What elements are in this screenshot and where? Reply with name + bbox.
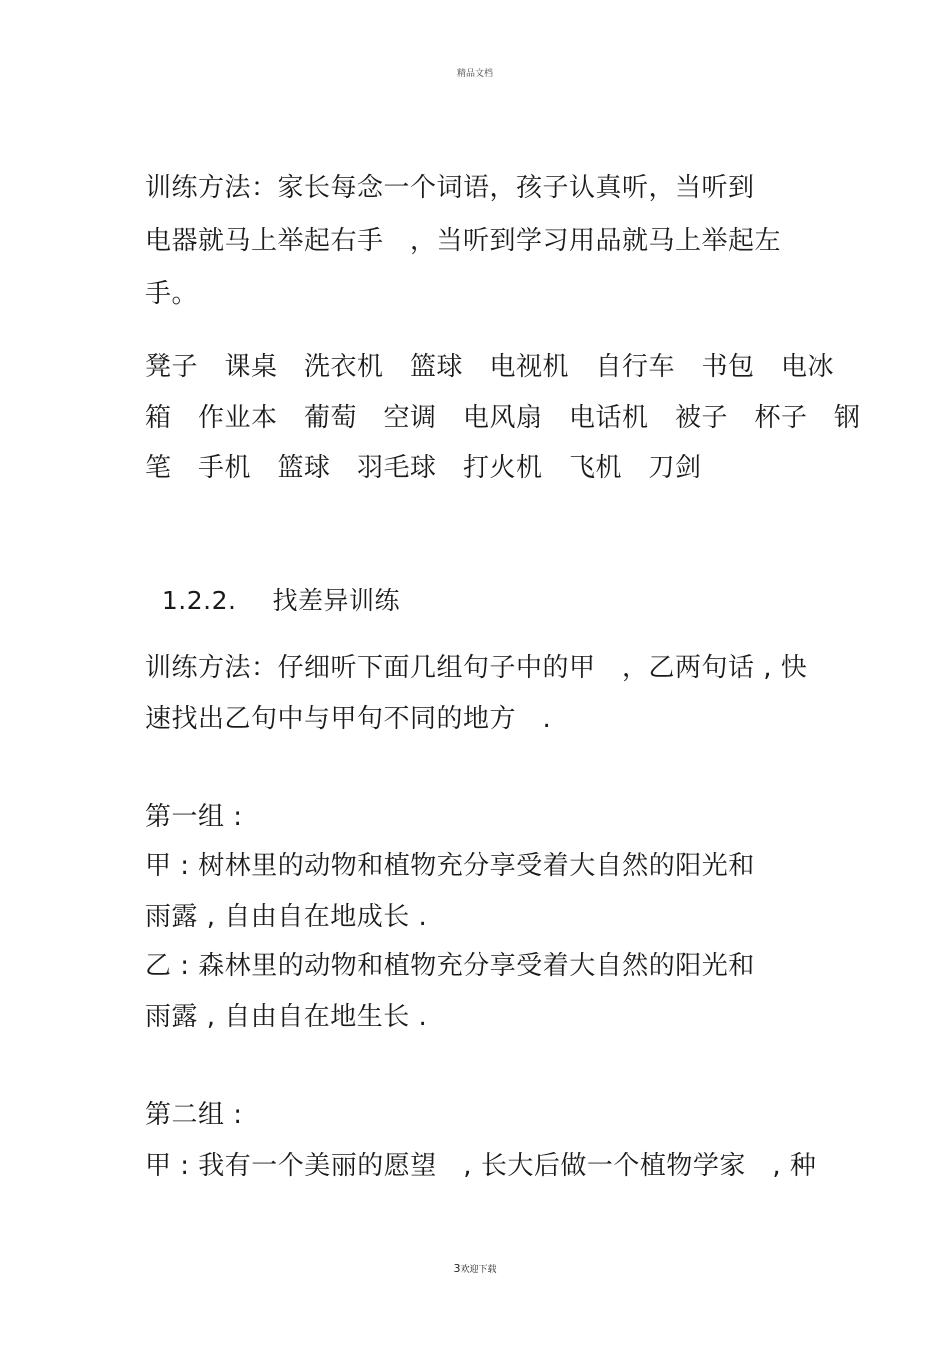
- method2-line-2: 速找出乙句中与甲句不同的地方 .: [145, 704, 552, 734]
- page-header: 精品文档: [456, 69, 493, 79]
- group1-line-2: 雨露 , 自由自在地成长 .: [145, 902, 428, 932]
- method-line-1: 训练方法：家长每念一个词语，孩子认真听，当听到: [145, 173, 755, 203]
- method-line-2: 电器就马上举起右手 ，当听到学习用品就马上举起左: [145, 226, 782, 256]
- word-list-line-3: 笔 手机 篮球 羽毛球 打火机 飞机 刀剑: [145, 453, 702, 483]
- word-list-line-2: 箱 作业本 葡萄 空调 电风扇 电话机 被子 杯子 钢: [145, 403, 861, 433]
- group1-line-3: 乙 : 森林里的动物和植物充分享受着大自然的阳光和: [145, 951, 755, 981]
- group2-line-1: 甲 : 我有一个美丽的愿望 , 长大后做一个植物学家 , 种: [145, 1151, 817, 1181]
- page-footer: [0, 1262, 950, 1275]
- footer-text: 欢迎下载: [460, 1265, 497, 1275]
- group1-line-4: 雨露 , 自由自在地生长 .: [145, 1002, 428, 1032]
- section-heading-title: 找差异训练: [272, 586, 400, 615]
- section-heading-number: 1.2.2.: [161, 586, 237, 615]
- section-heading: [145, 550, 400, 618]
- page-number: 3: [453, 1262, 461, 1275]
- group1-line-1: 甲 : 树林里的动物和植物充分享受着大自然的阳光和: [145, 851, 755, 881]
- group1-title: 第一组 :: [145, 802, 243, 832]
- method-line-3: 手。: [145, 279, 199, 309]
- group2-title: 第二组 :: [145, 1100, 243, 1130]
- word-list-line-1: 凳子 课桌 洗衣机 篮球 电视机 自行车 书包 电冰: [145, 352, 835, 382]
- method2-line-1: 训练方法：仔细听下面几组句子中的甲 ，乙两句话 , 快: [145, 653, 808, 683]
